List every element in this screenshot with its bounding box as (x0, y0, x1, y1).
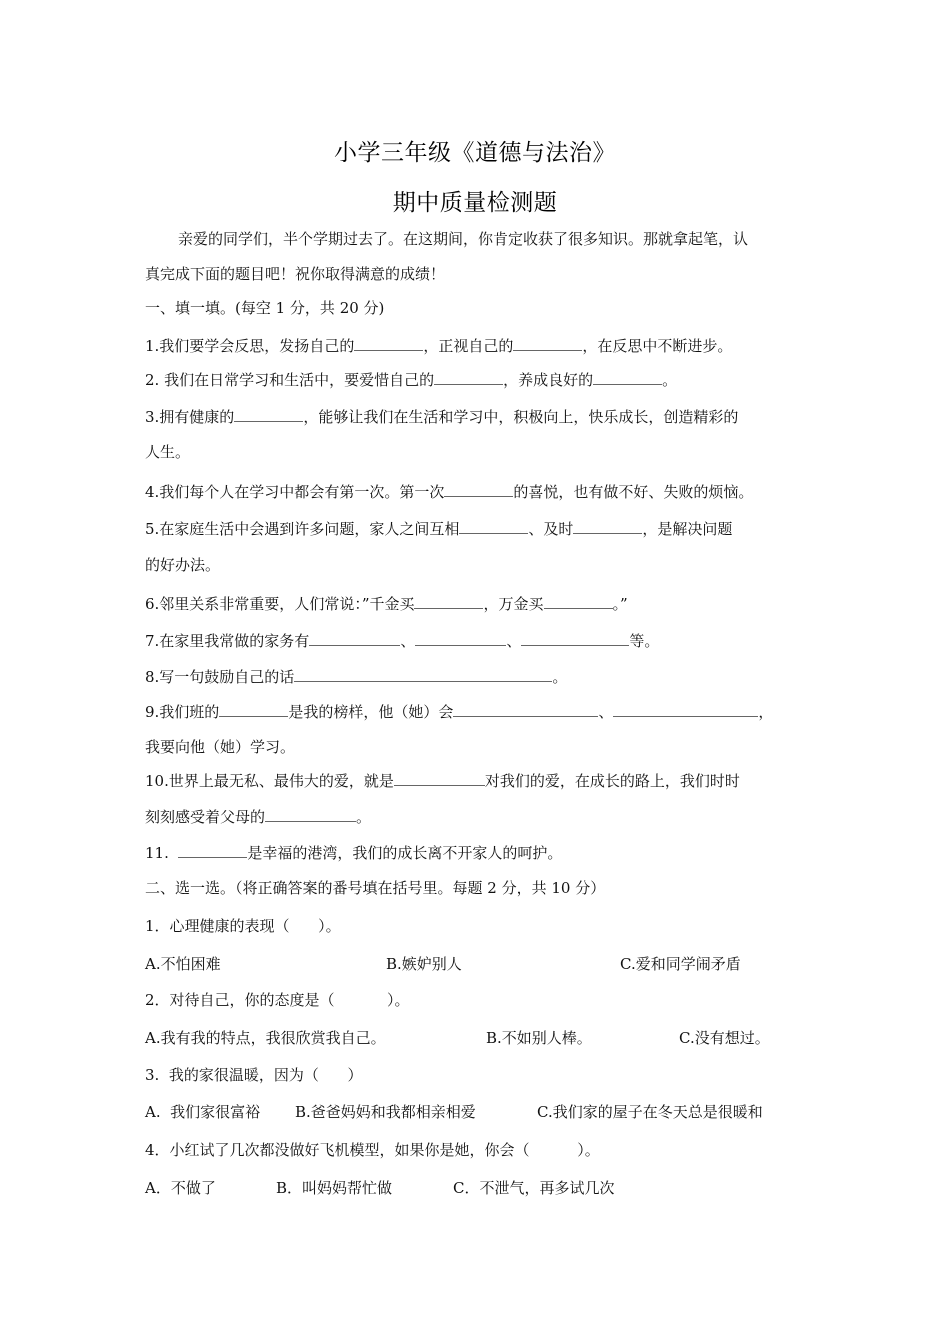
fill-question-3 (145, 406, 810, 427)
q7-text-a: 7.在家里我常做的家务有 (145, 632, 310, 650)
q1-text-a: 1.我们要学会反思，发扬自己的 (145, 337, 355, 355)
fill-question-5-cont: 的好办法。 (145, 556, 221, 574)
section-1-heading: 一、填一填。(每空 1 分，共 20 分) (145, 299, 385, 317)
section-2-heading: 二、选一选。（将正确答案的番号填在括号里。每题 2 分，共 10 分） (145, 879, 606, 897)
answer-blank[interactable] (415, 630, 506, 646)
q8-text-b: 。 (552, 668, 568, 686)
intro-line-1: 亲爱的同学们，半个学期过去了。在这期间，你肯定收获了很多知识。那就拿起笔，认 (178, 230, 749, 248)
answer-blank[interactable] (544, 593, 613, 609)
q2-text-b: ，养成良好的 (503, 371, 594, 389)
fill-question-2 (145, 369, 810, 390)
choice-4-option-a[interactable]: A．不做了 (145, 1179, 216, 1197)
q5-text-a: 5.在家庭生活中会遇到许多问题，家人之间互相 (145, 520, 460, 538)
answer-blank[interactable] (394, 770, 485, 786)
answer-blank[interactable] (459, 518, 528, 534)
q1-text-c: ，在反思中不断进步。 (582, 337, 733, 355)
answer-blank[interactable] (234, 406, 303, 422)
q4-text-b: 的喜悦，也有做不好、失败的烦恼。 (513, 483, 754, 501)
q2-text-a: 2. 我们在日常学习和生活中，要爱惜自己的 (145, 371, 435, 389)
choice-3-option-b[interactable]: B.爸爸妈妈和我都相亲相爱 (295, 1103, 476, 1121)
intro-line-2: 真完成下面的题目吧！祝你取得满意的成绩！ (145, 265, 446, 283)
fill-question-5 (145, 518, 810, 539)
q9-text-c: 、 (598, 703, 614, 721)
q6-text-a: 6.邻里关系非常重要，人们常说：”千金买 (145, 595, 415, 613)
q8-text-a: 8.写一句鼓励自己的话 (145, 668, 295, 686)
choice-3-option-a[interactable]: A. 我们家很富裕 (145, 1103, 261, 1121)
exam-title: 小学三年级《道德与法治》 (334, 140, 616, 166)
q4-text-a: 4.我们每个人在学习中都会有第一次。第一次 (145, 483, 445, 501)
fill-question-8 (145, 666, 810, 687)
q3-text-b: ，能够让我们在生活和学习中，积极向上，快乐成长，创造精彩的 (303, 408, 739, 426)
choice-3-option-c[interactable]: C.我们家的屋子在冬天总是很暖和 (537, 1103, 763, 1121)
q10-text-a: 10.世界上最无私、最伟大的爱，就是 (145, 772, 394, 790)
fill-question-6 (145, 593, 810, 614)
answer-blank[interactable] (444, 481, 513, 497)
answer-blank[interactable] (309, 630, 400, 646)
choice-2-option-c[interactable]: C.没有想过。 (679, 1029, 770, 1047)
q5-text-c: ，是解决问题 (642, 520, 733, 538)
choice-question-2: 2．对待自己，你的态度是（ ）。 (145, 991, 410, 1009)
answer-blank[interactable] (354, 335, 423, 351)
q9-text-d: ， (758, 703, 774, 721)
answer-blank[interactable] (434, 369, 503, 385)
choice-question-4: 4．小红试了几次都没做好飞机模型，如果你是她，你会（ ）。 (145, 1141, 600, 1159)
choice-1-option-c[interactable]: C.爱和同学闹矛盾 (620, 955, 741, 973)
choice-2-option-a[interactable]: A.我有我的特点，我很欣赏我自己。 (145, 1029, 386, 1047)
fill-question-9 (145, 701, 810, 722)
choice-2-option-b[interactable]: B.不如别人棒。 (486, 1029, 592, 1047)
fill-question-3-cont: 人生。 (145, 443, 191, 461)
q1-text-b: ，正视自己的 (423, 337, 514, 355)
q6-text-b: ，万金买 (483, 595, 544, 613)
answer-blank[interactable] (593, 369, 662, 385)
q11-text-b: 是幸福的港湾，我们的成长离不开家人的呵护。 (247, 844, 563, 862)
choice-4-option-b[interactable]: B．叫妈妈帮忙做 (276, 1179, 393, 1197)
q5-text-b: 、及时 (528, 520, 574, 538)
answer-blank[interactable] (219, 701, 288, 717)
choice-question-1: 1．心理健康的表现（ ）。 (145, 917, 341, 935)
choice-1-option-a[interactable]: A.不怕困难 (145, 955, 221, 973)
answer-blank[interactable] (265, 806, 356, 822)
answer-blank[interactable] (453, 701, 598, 717)
fill-question-1 (145, 335, 810, 356)
fill-question-7 (145, 630, 810, 651)
q9-text-b: 是我的榜样，他（她）会 (288, 703, 454, 721)
choice-question-3: 3. 我的家很温暖，因为（ ） (145, 1066, 363, 1084)
fill-question-10-cont (145, 806, 810, 827)
answer-blank[interactable] (521, 630, 629, 646)
choice-4-option-c[interactable]: C．不泄气，再多试几次 (453, 1179, 615, 1197)
q2-text-c: 。 (662, 371, 678, 389)
q3-text-a: 3.拥有健康的 (145, 408, 235, 426)
answer-blank[interactable] (573, 518, 642, 534)
fill-question-10 (145, 770, 810, 791)
q7-text-b: 、 (400, 632, 416, 650)
answer-blank[interactable] (294, 666, 552, 682)
fill-question-9-cont: 我要向他（她）学习。 (145, 738, 296, 756)
q7-text-c: 、 (506, 632, 522, 650)
q10-text-c: 刻刻感受着父母的 (145, 808, 266, 826)
fill-question-11 (145, 842, 810, 863)
q6-text-c: 。” (612, 595, 628, 613)
exam-subtitle: 期中质量检测题 (392, 190, 558, 216)
answer-blank[interactable] (178, 842, 247, 858)
answer-blank[interactable] (513, 335, 582, 351)
q11-text-a: 11. (145, 844, 179, 862)
q9-text-a: 9.我们班的 (145, 703, 220, 721)
answer-blank[interactable] (414, 593, 483, 609)
q10-text-b: 对我们的爱，在成长的路上，我们时时 (484, 772, 740, 790)
q7-text-d: 等。 (629, 632, 660, 650)
fill-question-4 (145, 481, 810, 502)
answer-blank[interactable] (613, 701, 758, 717)
choice-1-option-b[interactable]: B.嫉妒别人 (386, 955, 462, 973)
q10-text-d: 。 (356, 808, 372, 826)
